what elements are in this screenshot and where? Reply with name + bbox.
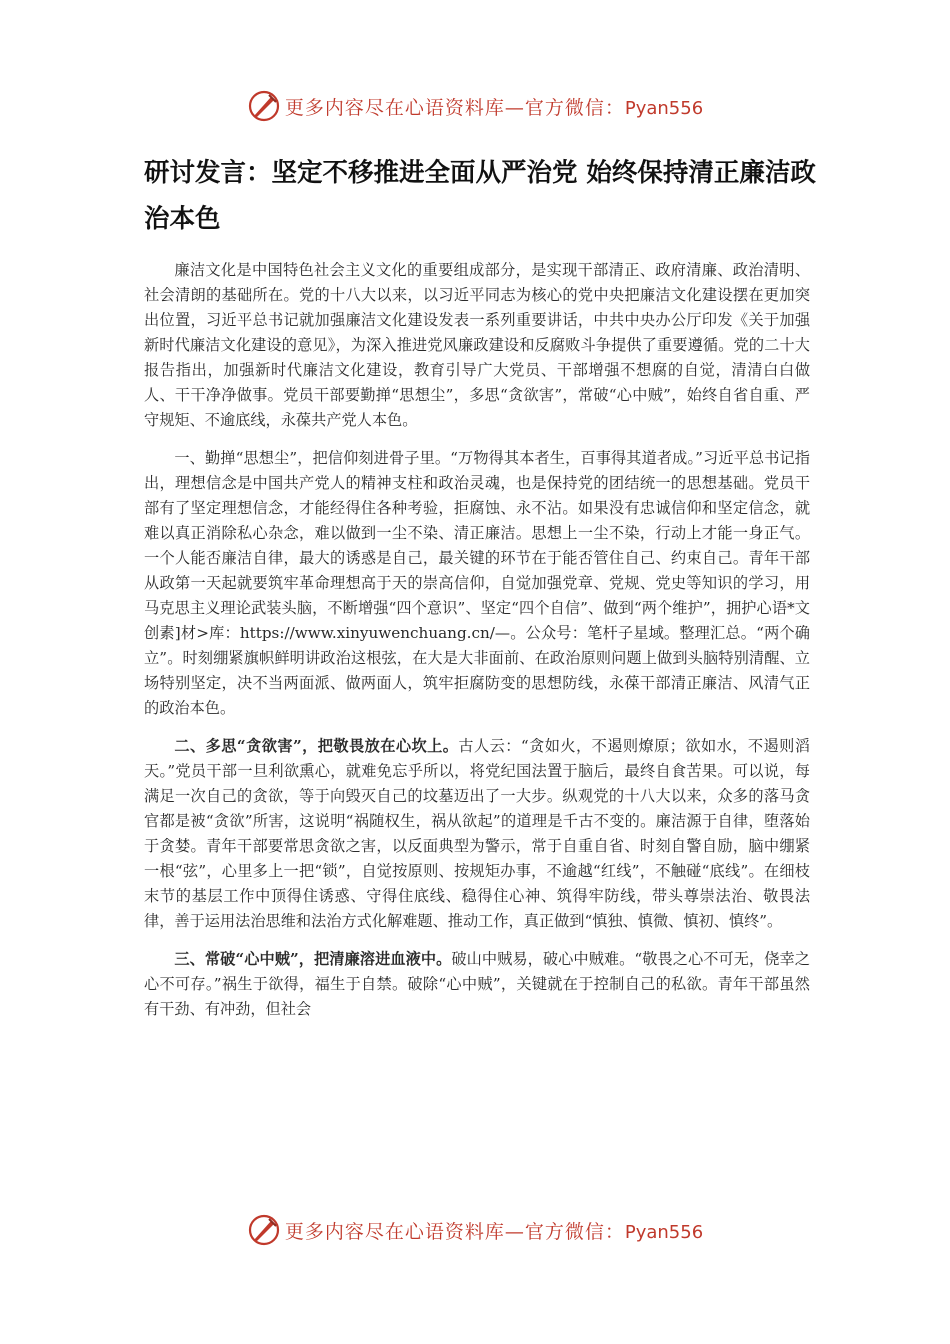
quill-logo-icon [247, 89, 281, 123]
quill-logo-icon [247, 1213, 281, 1247]
footer-banner [0, 1204, 950, 1256]
footer-banner-text: 更多内容尽在心语资料库—官方微信：Pyan556 [284, 1220, 704, 1243]
paragraph-section-2: 二、多思“贪欲害”，把敬畏放在心坎上。古人云：“贪如火，不遏则燎原；欲如水，不遏则滔天。”党员干部一旦利欲熏心，就难免忘乎所以，将党纪国法置于脑后，最终自食苦果。可以说，每满足一次自己的贪欲，等于向毁灭自己的坟墓迈出了一大步。纵观党的十八大以来，众多的落马贪官都是被“贪欲”所害，这说明“祸随权生，祸从欲起”的道理是千古不变的。廉洁源于自律，堕落始于贪婪。青年干部要常思贪欲之害，以反面典型为警示，常于自重自省、时刻自警自励，脑中绷紧一根“弦”，心里多上一把“锁”，自觉按原则、按规矩办事，不逾越“红线”，不触碰“底线”。在细枝末节的基层工作中顶得住诱惑、守得住底线、稳得住心神、筑得牢防线，带头尊崇法治、敬畏法律，善于运用法治思维和法治方式化解难题、推动工作，真正做到“慎独、慎微、慎初、慎终”。 [144, 737, 810, 930]
paragraph-intro: 廉洁文化是中国特色社会主义文化的重要组成部分，是实现干部清正、政府清廉、政治清明、社会清朗的基础所在。党的十八大以来，以习近平同志为核心的党中央把廉洁文化建设摆在更加突出位置，习近平总书记就加强廉洁文化建设发表一系列重要讲话，中共中央办公厅印发《关于加强新时代廉洁文化建设的意见》，为深入推进党风廉政建设和反腐败斗争提供了重要遵循。党的二十大报告指出，加强新时代廉洁文化建设，教育引导广大党员、干部增强不想腐的自觉，清清白白做人、干干净净做事。党员干部要勤掸“思想尘”，多思“贪欲害”，常破“心中贼”，始终自省自重、严守规矩、不逾底线，永葆共产党人本色。 [144, 261, 810, 429]
paragraph-section-1: 一、勤掸“思想尘”，把信仰刻进骨子里。“万物得其本者生，百事得其道者成。”习近平总书记指出，理想信念是中国共产党人的精神支柱和政治灵魂，也是保持党的团结统一的思想基础。党员干部有了坚定理想信念，才能经得住各种考验，拒腐蚀、永不沾。如果没有忠诚信仰和坚定信念，就难以真正消除私心杂念，难以做到一尘不染、清正廉洁。思想上一尘不染，行动上才能一身正气。一个人能否廉洁自律，最大的诱惑是自己，最关键的环节在于能否管住自己、约束自己。青年干部从政第一天起就要筑牢革命理想高于天的崇高信仰，自觉加强党章、党规、党史等知识的学习，用马克思主义理论武装头脑，不断增强“四个意识”、坚定“四个自信”、做到“两个维护”，拥护心语*文创素]材>库：https://www.xinyuwenchuang.cn/—。公众号：笔杆子星域。整理汇总。“两个确立”。时刻绷紧旗帜鲜明讲政治这根弦，在大是大非面前、在政治原则问题上做到头脑特别清醒、立场特别坚定，决不当两面派、做两面人，筑牢拒腐防变的思想防线，永葆干部清正廉洁、风清气正的政治本色。 [144, 449, 810, 717]
page-title: 研讨发言：坚定不移推进全面从严治党 始终保持清正廉洁政治本色 [144, 158, 816, 234]
header-banner-text: 更多内容尽在心语资料库—官方微信：Pyan556 [284, 96, 704, 119]
header-banner [0, 80, 950, 132]
section-3-heading: 三、常破“心中贼”，把清廉溶进血液中。 [174, 950, 452, 968]
article-body [144, 258, 810, 1035]
section-2-heading: 二、多思“贪欲害”，把敬畏放在心坎上。 [174, 737, 459, 755]
paragraph-section-3: 三、常破“心中贼”，把清廉溶进血液中。破山中贼易，破心中贼难。“敬畏之心不可无，侥幸之心不可存。”祸生于欲得，福生于自禁。破除“心中贼”，关键就在于控制自己的私欲。青年干部虽然有干劲、有冲劲，但社会 [144, 950, 810, 1018]
